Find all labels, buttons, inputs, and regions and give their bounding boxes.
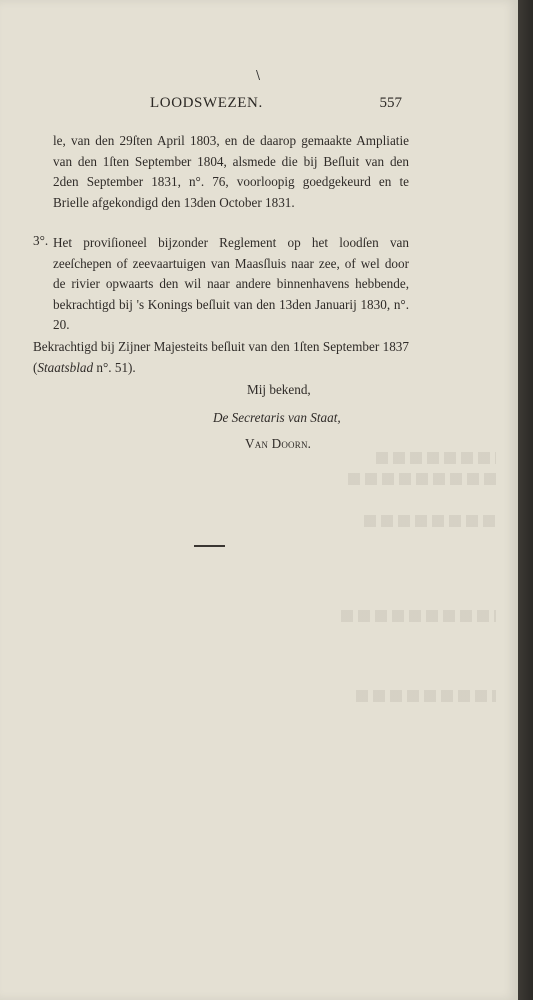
bleed-through-text bbox=[376, 452, 496, 464]
enactment-prefix: Bekrachtigd bij Zijner Majesteits beſluit van den 1ſten September 1837 ( bbox=[33, 339, 409, 375]
continued-paragraph: le, van den 29ſten April 1803, en de daarop gemaakte Ampliatie van den 1ſten September 1804, alsmede die bij Beſluit van den 2den September 1831, n°. 76, voorloopig goedgekeurd en te Brielle afgekondigd den 13den October 1831. bbox=[53, 133, 409, 210]
closing-rule bbox=[194, 545, 225, 547]
signature-line-2: De Secretaris van Staat, bbox=[213, 410, 341, 425]
bleed-through-text bbox=[348, 473, 496, 485]
item-3-marker: 3°. bbox=[33, 233, 49, 248]
enactment-paragraph bbox=[33, 337, 409, 378]
bleed-through-text bbox=[341, 610, 496, 622]
stray-mark: \ bbox=[256, 68, 261, 82]
signature-line-1: Mij bekend, bbox=[247, 382, 311, 397]
enactment-suffix: n°. 51). bbox=[93, 359, 136, 375]
signature-line-3: Van Doorn. bbox=[245, 436, 312, 451]
page-number: 557 bbox=[379, 95, 402, 111]
item-3-paragraph: Het proviſioneel bijzonder Reglement op het loodſen van zeeſchepen of zeevaartuigen van Maasſluis naar zee, of wel door de rivier opwaarts den wil naar andere binnenhavens hebbende, bekrachtigd bij 's Konings beſluit van den 13den Januarij 1830, n°. 20. bbox=[53, 235, 409, 332]
bleed-through-text bbox=[364, 515, 496, 527]
book-edge bbox=[518, 0, 533, 1000]
page-header bbox=[150, 95, 402, 115]
running-head: LOODSWEZEN. bbox=[150, 95, 263, 111]
staatsblad-title: Staatsblad bbox=[37, 359, 94, 375]
bleed-through-text bbox=[356, 690, 496, 702]
